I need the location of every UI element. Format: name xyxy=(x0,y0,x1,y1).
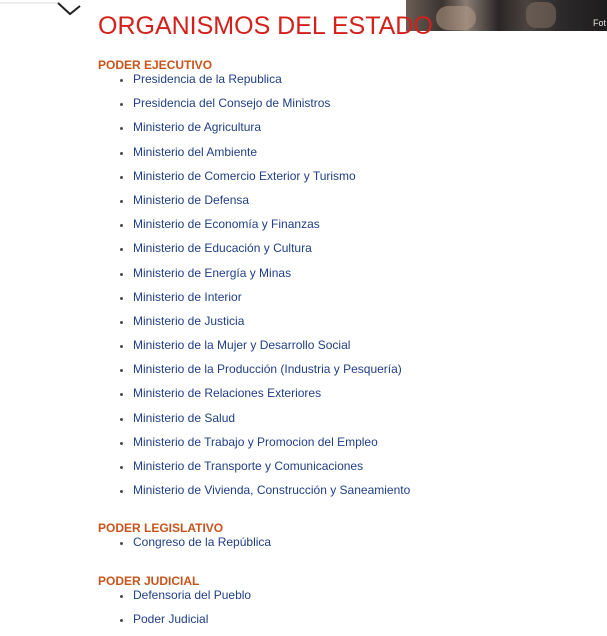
bullet-icon xyxy=(120,369,123,372)
banner-photo xyxy=(406,0,607,31)
org-link[interactable]: Ministerio de la Mujer y Desarrollo Social xyxy=(133,338,351,353)
bullet-icon xyxy=(120,619,123,622)
org-link[interactable]: Ministerio de Economía y Finanzas xyxy=(133,217,320,232)
list-item xyxy=(98,386,410,410)
list-item xyxy=(98,314,410,338)
org-link[interactable]: Poder Judicial xyxy=(133,612,209,627)
bullet-icon xyxy=(120,248,123,251)
list-item xyxy=(98,120,410,144)
section-poder-ejecutivo xyxy=(98,58,410,507)
organization-list xyxy=(98,72,410,507)
bullet-icon xyxy=(120,542,123,545)
section-poder-judicial xyxy=(98,574,251,636)
list-item xyxy=(98,241,410,265)
bullet-icon xyxy=(120,200,123,203)
org-link[interactable]: Ministerio de Vivienda, Construcción y Saneamiento xyxy=(133,483,411,498)
bullet-icon xyxy=(120,297,123,300)
list-item xyxy=(98,217,410,241)
bullet-icon xyxy=(120,418,123,421)
section-poder-legislativo xyxy=(98,521,271,559)
list-item xyxy=(98,72,410,96)
org-link[interactable]: Ministerio de Relaciones Exteriores xyxy=(133,386,322,401)
bullet-icon xyxy=(120,79,123,82)
list-item xyxy=(98,193,410,217)
list-item xyxy=(98,612,251,636)
bullet-icon xyxy=(120,595,123,598)
bullet-icon xyxy=(120,176,123,179)
section-title: PODER EJECUTIVO xyxy=(98,58,213,72)
org-link[interactable]: Congreso de la República xyxy=(133,535,272,549)
bullet-icon xyxy=(120,442,123,445)
org-link[interactable]: Ministerio de Comercio Exterior y Turismo xyxy=(133,168,356,183)
org-link[interactable]: Defensoria del Pueblo xyxy=(133,588,252,602)
list-item xyxy=(98,169,410,193)
org-link[interactable]: Ministerio de Salud xyxy=(133,410,236,425)
org-link[interactable]: Ministerio de Trabajo y Promocion del Empleo xyxy=(133,434,378,449)
org-link[interactable]: Ministerio de la Producción (Industria y Pesquería) xyxy=(133,362,402,377)
org-link[interactable]: Presidencia del Consejo de Ministros xyxy=(133,96,331,111)
list-item xyxy=(98,459,410,483)
org-link[interactable]: Ministerio de Energía y Minas xyxy=(133,265,292,280)
org-link[interactable]: Ministerio de Agricultura xyxy=(133,120,262,135)
list-item xyxy=(98,362,410,386)
org-link[interactable]: Ministerio de Educación y Cultura xyxy=(133,241,312,256)
org-link[interactable]: Presidencia de la Republica xyxy=(133,72,282,86)
bullet-icon xyxy=(120,393,123,396)
bullet-icon xyxy=(120,321,123,324)
bullet-icon xyxy=(120,466,123,469)
org-link[interactable]: Ministerio de Defensa xyxy=(133,192,250,207)
list-item xyxy=(98,535,271,559)
list-item xyxy=(98,145,410,169)
photo-credit: Fot xyxy=(592,18,606,28)
org-link[interactable]: Ministerio de Transporte y Comunicaciones xyxy=(133,459,364,473)
list-item xyxy=(98,435,410,459)
org-link[interactable]: Ministerio de Justicia xyxy=(133,313,245,328)
list-item xyxy=(98,588,251,612)
section-title: PODER JUDICIAL xyxy=(98,574,200,588)
bullet-icon xyxy=(120,490,123,493)
list-item xyxy=(98,96,410,120)
bullet-icon xyxy=(120,152,123,155)
section-title: PODER LEGISLATIVO xyxy=(98,521,224,535)
organization-list xyxy=(98,535,271,559)
bullet-icon xyxy=(120,224,123,227)
bullet-icon xyxy=(120,345,123,348)
list-item xyxy=(98,411,410,435)
list-item xyxy=(98,266,410,290)
org-link[interactable]: Ministerio de Interior xyxy=(133,289,242,304)
bullet-icon xyxy=(120,103,123,106)
decorative-line-icon xyxy=(0,0,89,18)
page-title: ORGANISMOS DEL ESTADO xyxy=(98,12,433,40)
org-link[interactable]: Ministerio del Ambiente xyxy=(133,144,258,159)
list-item xyxy=(98,290,410,314)
bullet-icon xyxy=(120,127,123,130)
list-item xyxy=(98,483,410,507)
bullet-icon xyxy=(120,273,123,276)
list-item xyxy=(98,338,410,362)
